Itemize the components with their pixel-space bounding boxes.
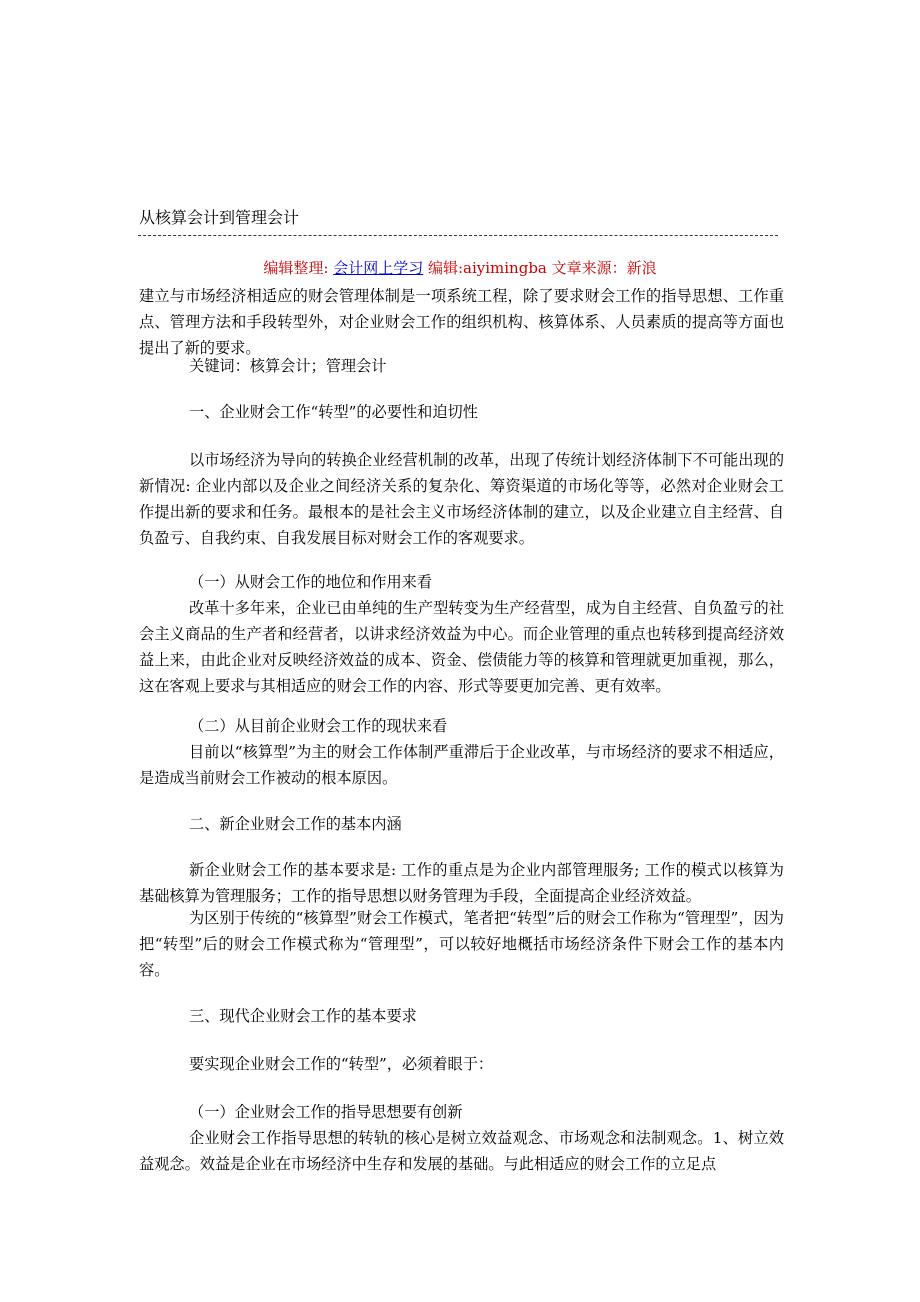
intro-paragraph: 建立与市场经济相适应的财会管理体制是一项系统工程，除了要求财会工作的指导思想、工作重点、管理方法和手段转型外，对企业财会工作的组织机构、核算体系、人员素质的提高等方面也提出了新的要求。 bbox=[139, 287, 784, 357]
paragraph-2: 改革十多年来，企业已由单纯的生产型转变为生产经营型，成为自主经营、自负盈亏的社会主义商品的生产者和经营者，以讲求经济效益为中心。而企业管理的重点也转移到提高经济效益上来，由此企业对反映经济效益的成本、资金、偿债能力等的核算和管理就更加重视，那么，这在客观上要求与其相适应的财会工作的内容、形式等要更加完善、更有效率。 bbox=[139, 599, 784, 695]
subheading-1-1-block bbox=[139, 569, 784, 595]
section-heading-3: 三、现代企业财会工作的基本要求 bbox=[189, 1007, 417, 1025]
keywords-block bbox=[139, 353, 784, 379]
paragraph-1-block bbox=[139, 447, 784, 551]
section-heading-1: 一、企业财会工作“转型”的必要性和迫切性 bbox=[189, 403, 478, 421]
paragraph-2-block bbox=[139, 595, 784, 699]
editor-line bbox=[0, 257, 920, 279]
section-heading-2: 二、新企业财会工作的基本内涵 bbox=[189, 815, 402, 833]
section-heading-2-block bbox=[139, 811, 784, 837]
dashed-divider bbox=[138, 235, 778, 236]
paragraph-5-block bbox=[139, 905, 784, 983]
source-link[interactable]: 会计网上学习 bbox=[333, 259, 424, 277]
section-heading-3-block bbox=[139, 1003, 784, 1029]
editor-prefix: 编辑整理: bbox=[263, 259, 334, 277]
subheading-1-2: （二）从目前企业财会工作的现状来看 bbox=[189, 717, 448, 735]
subheading-1-2-block bbox=[139, 713, 784, 739]
intro-block bbox=[139, 283, 784, 361]
paragraph-4-block bbox=[139, 857, 784, 909]
paragraph-3-block bbox=[139, 739, 784, 791]
keywords-line: 关键词：核算会计；管理会计 bbox=[189, 357, 387, 375]
paragraph-7-block bbox=[139, 1125, 784, 1177]
document-title: 从核算会计到管理会计 bbox=[139, 208, 300, 227]
subheading-3-1: （一）企业财会工作的指导思想要有创新 bbox=[189, 1103, 463, 1121]
paragraph-4: 新企业财会工作的基本要求是: 工作的重点是为企业内部管理服务; 工作的模式以核算为基础核算为管理服务；工作的指导思想以财务管理为手段，全面提高企业经济效益。 bbox=[139, 861, 784, 905]
paragraph-7: 企业财会工作指导思想的转轨的核心是树立效益观念、市场观念和法制观念。1、树立效益观念。效益是企业在市场经济中生存和发展的基础。与此相适应的财会工作的立足点 bbox=[139, 1129, 784, 1173]
paragraph-6: 要实现企业财会工作的“转型”，必须着眼于： bbox=[189, 1055, 494, 1073]
subheading-1-1: （一）从财会工作的地位和作用来看 bbox=[189, 573, 432, 591]
editor-rest: 编辑:aiyimingba 文章来源：新浪 bbox=[423, 259, 657, 277]
paragraph-5: 为区别于传统的“核算型”财会工作模式，笔者把“转型”后的财会工作称为“管理型”，因为把“转型”后的财会工作模式称为“管理型”，可以较好地概括市场经济条件下财会工作的基本内容。 bbox=[139, 909, 784, 979]
paragraph-6-block bbox=[139, 1051, 784, 1077]
paragraph-1: 以市场经济为导向的转换企业经营机制的改革，出现了传统计划经济体制下不可能出现的新情况: 企业内部以及企业之间经济关系的复杂化、筹资渠道的市场化等等，必然对企业财会工作提出新的要求和任务。最根本的是社会主义市场经济体制的建立，以及企业建立自主经营、自负盈亏、自我约束、自我发展目标对财会工作的客观要求。 bbox=[139, 451, 784, 547]
paragraph-3: 目前以“核算型”为主的财会工作体制严重滞后于企业改革，与市场经济的要求不相适应，是造成当前财会工作被动的根本原因。 bbox=[139, 743, 784, 787]
subheading-3-1-block bbox=[139, 1099, 784, 1125]
section-heading-1-block bbox=[139, 399, 784, 425]
